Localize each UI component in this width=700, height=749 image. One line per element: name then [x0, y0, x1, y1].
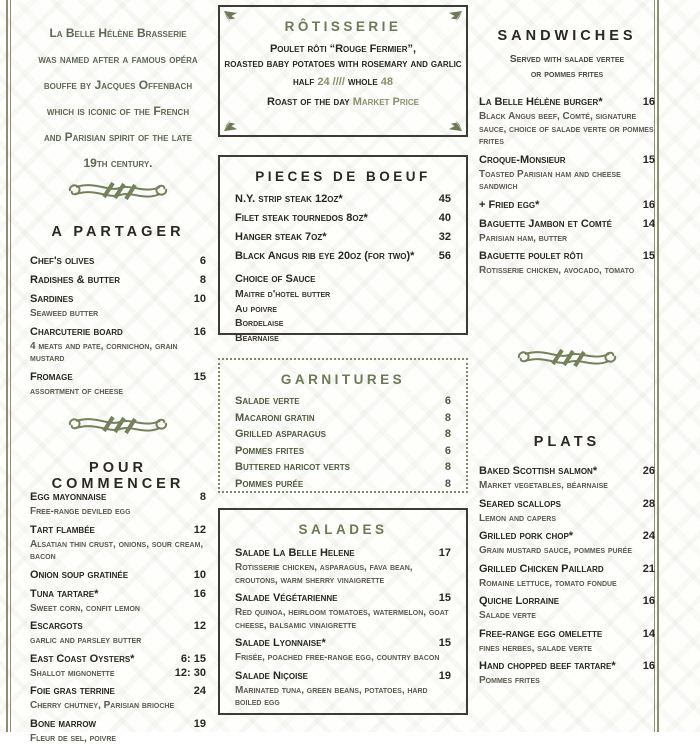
item-price: 16	[642, 660, 655, 672]
item-desc: Shallot mignonette	[30, 667, 115, 679]
item-desc: Frisée, poached free-range egg, country bacon	[235, 652, 440, 663]
intro-line: was named after a famous opéra	[38, 52, 198, 66]
item-name: Salade La Belle Helene	[235, 547, 355, 559]
item-price: 19	[193, 717, 206, 730]
item-name: Chef's olives	[30, 255, 95, 267]
item-price: 40	[438, 212, 451, 224]
item-desc: Parisian ham, butter	[479, 232, 568, 244]
subtitle-line: Served with salade vertee	[509, 53, 625, 65]
rotisserie-box	[218, 5, 468, 137]
item-desc: Black Angus beef, Comté, signature sauce, choice of salade verte or pommes frites	[479, 111, 654, 147]
item-desc: Cherry chutney, Parisian brioche	[30, 700, 175, 711]
item-name: Salade Niçoise	[235, 669, 309, 682]
menu-item	[235, 211, 451, 226]
item-desc: Rotisserie chicken, asparagus, fava bean, croutons, warm sherry vinaigrette	[235, 562, 413, 586]
item-price: 28	[642, 497, 655, 510]
menu-item	[235, 427, 451, 442]
item-name: Black Angus rib eye 20oz (for two)*	[235, 250, 415, 262]
item-desc: Free-range deviled egg	[30, 506, 131, 517]
menu-item	[30, 619, 206, 648]
section-title-plats: PLATS	[533, 434, 601, 450]
rotisserie-dish-line: roasted baby potatoes with rosemary and garlic	[224, 58, 462, 70]
item-price: 32	[438, 231, 451, 243]
item-name: N.Y. strip steak 12oz*	[235, 193, 343, 205]
menu-item	[30, 490, 206, 519]
roast-price: Market Price	[352, 96, 419, 108]
item-name: Grilled asparagus	[235, 428, 327, 440]
rotisserie-dish-line: Poulet rôti “Rouge Fermier”,	[269, 43, 417, 55]
item-price: 6: 15	[180, 652, 206, 665]
intro-line: bouffe by Jacques Offenbach	[43, 78, 193, 92]
corner-fan-icon	[448, 10, 463, 25]
garnitures-box	[218, 358, 468, 493]
item-name: Baguette poulet rôti	[479, 250, 583, 262]
sandwiches-list	[479, 95, 655, 282]
item-name: Foie gras terrine	[30, 685, 115, 697]
item-desc: Salade verte	[479, 610, 536, 621]
item-name: East Coast Oysters*	[30, 652, 135, 665]
item-price: 56	[438, 250, 451, 262]
item-name: Grilled pork chop*	[479, 530, 574, 542]
intro-text	[30, 20, 206, 176]
item-price: 16	[642, 198, 655, 211]
section-title-pieces-de-boeuf: PIECES DE BOEUF	[255, 169, 431, 184]
item-price: 15	[438, 592, 451, 604]
section-title-a-partager: A PARTAGER	[51, 224, 185, 240]
section-title-rotisserie: RÔTISSERIE	[284, 19, 402, 34]
sauce-title: Choice of Sauce	[235, 273, 316, 285]
item-desc: Romaine lettuce, tomato fondue	[479, 577, 617, 589]
item-price: 17	[438, 547, 451, 559]
item-name: Pommes purée	[235, 477, 304, 490]
item-name: Croque-Monsieur	[479, 153, 566, 166]
menu-item	[30, 370, 206, 399]
item-price: 8	[444, 411, 451, 424]
scroll-flourish-icon	[30, 178, 206, 207]
menu-item	[30, 292, 206, 321]
item-name: Tuna tartare*	[30, 587, 99, 600]
item-price: 10	[193, 293, 206, 305]
item-price: 16	[193, 325, 206, 338]
item-desc: Sweet corn, confit lemon	[30, 602, 140, 614]
whole-label: whole	[347, 76, 378, 88]
item-price: 14	[642, 217, 655, 230]
item-price: 6	[199, 255, 206, 267]
left-column	[30, 0, 206, 744]
scroll-flourish-icon	[479, 345, 655, 374]
half-label: half	[292, 76, 315, 88]
item-price: 8	[199, 491, 206, 503]
item-name: Macaroni gratin	[235, 411, 315, 424]
half-price: 24	[317, 76, 330, 88]
item-desc: fines herbes, salade verte	[479, 642, 593, 654]
item-name: Hanger steak 7oz*	[235, 231, 327, 243]
item-name: Buttered haricot verts	[235, 461, 350, 473]
item-name: Tart flambée	[30, 523, 95, 536]
pieces-de-boeuf-box	[218, 155, 468, 344]
menu-item	[235, 669, 451, 710]
item-price: 8	[444, 461, 451, 473]
item-price: 16	[642, 595, 655, 607]
corner-fan-icon	[223, 117, 238, 132]
menu-item	[235, 460, 451, 475]
intro-line: and Parisian spirit of the late	[43, 130, 193, 144]
menu-item	[235, 477, 451, 492]
item-price: 15	[193, 370, 206, 383]
menu-item	[235, 591, 451, 632]
menu-item	[235, 411, 451, 426]
item-name: + Fried egg*	[479, 198, 540, 211]
item-name: Salade Végétarienne	[235, 592, 338, 604]
center-column	[218, 0, 468, 732]
item-desc: Pommes frites	[479, 675, 540, 686]
item-price: 15	[438, 637, 451, 649]
item-desc: garlic and parsley butter	[30, 635, 142, 646]
item-price: 24	[642, 530, 655, 542]
item-desc: Market vegetables, béarnaise	[479, 480, 608, 491]
item-price: 15	[642, 153, 655, 166]
item-name: Onion soup gratinée	[30, 568, 129, 581]
menu-item	[30, 717, 206, 746]
roast-of-the-day-line	[220, 95, 466, 110]
item-name: Seared scallops	[479, 497, 561, 510]
item-name: Pommes frites	[235, 444, 305, 457]
right-column	[479, 0, 655, 732]
sauce-option: Bordelaise	[235, 317, 284, 329]
menu-item	[235, 394, 451, 409]
menu-item	[479, 249, 655, 278]
menu-item	[30, 523, 206, 564]
item-name: Charcuterie board	[30, 325, 123, 338]
section-title-salades: SALADES	[298, 522, 388, 537]
menu-item	[30, 325, 206, 366]
item-price: 10	[193, 568, 206, 581]
subtitle-line: or pommes frites	[530, 68, 604, 80]
item-name: Quiche Lorraine	[479, 595, 560, 607]
section-title-sandwiches: SANDWICHES	[497, 28, 637, 44]
menu-item	[479, 217, 655, 246]
item-price: 15	[642, 250, 655, 262]
menu-item	[235, 249, 451, 264]
item-name: Fromage	[30, 370, 73, 383]
menu-item	[30, 273, 206, 288]
menu-item	[30, 587, 206, 616]
item-desc: Alsatian thin crust, onions, sour cream, bacon	[30, 538, 204, 562]
item-name: Sardines	[30, 293, 74, 305]
menu-item	[235, 444, 451, 459]
whole-price: 48	[380, 76, 394, 88]
item-desc: Grain mustard sauce, pommes purée	[479, 545, 632, 556]
item-price: 16	[642, 96, 655, 108]
item-price: 19	[438, 669, 451, 682]
menu-item	[479, 464, 655, 493]
item-price: 24	[193, 685, 206, 697]
menu-item	[479, 562, 655, 591]
corner-fan-icon	[223, 10, 238, 25]
item-price: 16	[193, 587, 206, 600]
item-name: Salade verte	[235, 395, 300, 407]
item-price: 8	[444, 428, 451, 440]
menu-item	[479, 594, 655, 623]
item-name: Grilled Chicken Paillard	[479, 562, 604, 575]
item-desc: 4 meats and pate, cornichon, grain mustard	[30, 340, 178, 364]
plats-list	[479, 464, 655, 692]
sauce-option: Bearnaise	[235, 331, 279, 344]
menu-item	[479, 659, 655, 688]
item-desc: Red quinoa, heirloom tomatoes, watermelon, goat cheese, balsamic vinaigrette	[235, 607, 449, 631]
roast-label: Roast of the day	[267, 96, 350, 108]
item-desc: Fleur de sel, poivre	[30, 732, 117, 744]
item-name: Hand chopped beef tartare*	[479, 660, 616, 672]
item-price: 45	[438, 193, 451, 205]
menu-item	[235, 192, 451, 207]
sauce-option: Maitre d'hotel butter	[235, 288, 331, 300]
item-price: 12	[193, 523, 206, 536]
item-price: 26	[642, 465, 655, 477]
item-desc: Marinated tuna, green beans, potatoes, hard boiled egg	[235, 684, 428, 708]
left-inner-rule	[10, 0, 11, 732]
section-title-garnitures: GARNITURES	[280, 372, 406, 387]
item-price: 8	[199, 274, 206, 286]
intro-line: 19th century.	[83, 156, 153, 170]
item-name: Escargots	[30, 620, 83, 632]
left-outer-rule	[6, 0, 8, 732]
menu-item	[479, 627, 655, 656]
item-name: La Belle Hélène burger*	[479, 96, 603, 108]
section-title-pour-commencer: POUR COMMENCER	[51, 460, 185, 492]
item-desc: Toasted Parisian ham and cheese sandwich	[479, 168, 621, 192]
item-desc: Seaweed butter	[30, 308, 99, 319]
item-name: Free-range egg omelette	[479, 627, 603, 640]
salades-box	[218, 508, 468, 715]
menu-item	[479, 529, 655, 558]
menu-item	[479, 198, 655, 213]
menu-item	[30, 652, 206, 681]
menu-item	[235, 636, 451, 665]
menu-item	[235, 230, 451, 245]
item-desc: assortment of cheese	[30, 385, 124, 397]
right-outer-rule	[657, 0, 659, 732]
item-price: 6	[444, 395, 451, 407]
sauce-option: Au poivre	[235, 302, 278, 315]
menu-item	[30, 568, 206, 583]
item-price: 8	[444, 477, 451, 490]
pour-commencer-list	[30, 490, 206, 749]
item-price: 12	[193, 620, 206, 632]
price-separator: ////	[332, 76, 345, 88]
item-price: 6	[444, 444, 451, 457]
item-name: Egg mayonnaise	[30, 491, 107, 503]
item-price: 14	[642, 627, 655, 640]
item-price: 12: 30	[174, 666, 206, 679]
menu-item	[479, 95, 655, 149]
item-price: 21	[642, 562, 655, 575]
menu-item	[479, 497, 655, 526]
item-name: Baguette Jambon et Comté	[479, 217, 612, 230]
menu-item	[30, 254, 206, 269]
item-name: Baked Scottish salmon*	[479, 465, 598, 477]
item-desc: Lemon and capers	[479, 512, 557, 524]
menu-item	[30, 684, 206, 713]
corner-fan-icon	[448, 117, 463, 132]
item-name: Bone marrow	[30, 717, 97, 730]
menu-item	[479, 153, 655, 194]
sandwiches-subtitle	[479, 52, 655, 82]
intro-line: which is iconic of the French	[46, 104, 190, 118]
a-partager-list	[30, 254, 206, 402]
item-desc: Rotisserie chicken, avocado, tomato	[479, 265, 635, 276]
menu-item	[235, 546, 451, 587]
item-name: Filet steak tournedos 8oz*	[235, 212, 368, 224]
rotisserie-price-line	[220, 75, 466, 90]
intro-line: La Belle Hélène Brasserie	[49, 26, 187, 40]
item-name: Radishes & butter	[30, 274, 121, 286]
scroll-flourish-icon	[30, 412, 206, 441]
item-name: Salade Lyonnaise*	[235, 637, 326, 649]
